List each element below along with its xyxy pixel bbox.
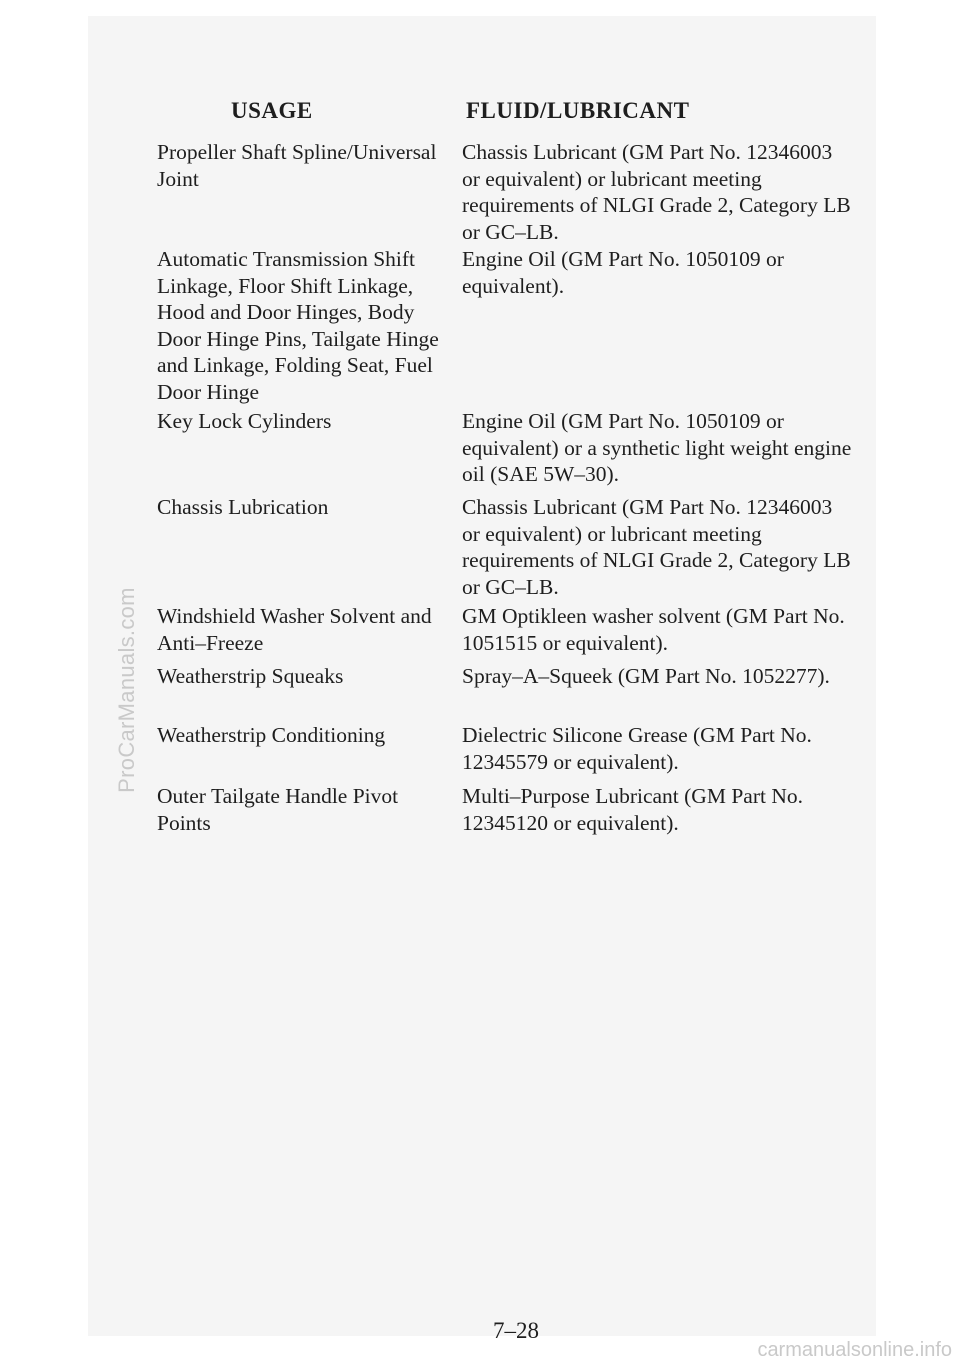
fluid-cell: Spray–A–Squeek (GM Part No. 1052277).	[462, 664, 830, 688]
fluid-cell: Chassis Lubricant (GM Part No. 12346003 or equivalent) or lubricant meeting requirements of NLGI Grade 2, Category LB or GC–LB.	[462, 495, 851, 599]
usage-cell: Outer Tailgate Handle Pivot Points	[157, 784, 399, 835]
page-number: 7–28	[493, 1318, 539, 1343]
usage-column-header: USAGE	[231, 98, 313, 123]
fluid-cell: Engine Oil (GM Part No. 1050109 or equivalent) or a synthetic light weight engine oil (SAE 5W–30).	[462, 409, 852, 486]
side-watermark: ProCarManuals.com	[114, 587, 139, 793]
fluid-cell: GM Optikleen washer solvent (GM Part No. 1051515 or equivalent).	[462, 604, 845, 655]
usage-cell: Weatherstrip Squeaks	[157, 664, 344, 688]
usage-cell: Automatic Transmission Shift Linkage, Floor Shift Linkage, Hood and Door Hinges, Body Door Hinge Pins, Tailgate Hinge and Linkage, Folding Seat, Fuel Door Hinge	[157, 247, 439, 404]
fluid-cell: Chassis Lubricant (GM Part No. 12346003 or equivalent) or lubricant meeting requirements of NLGI Grade 2, Category LB or GC–LB.	[462, 140, 851, 244]
usage-cell: Propeller Shaft Spline/Universal Joint	[157, 140, 437, 191]
usage-cell: Weatherstrip Conditioning	[157, 723, 386, 747]
fluid-cell: Multi–Purpose Lubricant (GM Part No. 12345120 or equivalent).	[462, 784, 803, 835]
footer-watermark: carmanualsonline.info	[757, 1339, 952, 1361]
usage-cell: Chassis Lubrication	[157, 495, 329, 519]
usage-cell: Windshield Washer Solvent and Anti–Freeze	[157, 604, 432, 655]
usage-cell: Key Lock Cylinders	[157, 409, 332, 433]
fluid-cell: Dielectric Silicone Grease (GM Part No. 12345579 or equivalent).	[462, 723, 812, 774]
fluid-cell: Engine Oil (GM Part No. 1050109 or equivalent).	[462, 247, 784, 298]
fluid-lubricant-column-header: FLUID/LUBRICANT	[466, 98, 690, 123]
